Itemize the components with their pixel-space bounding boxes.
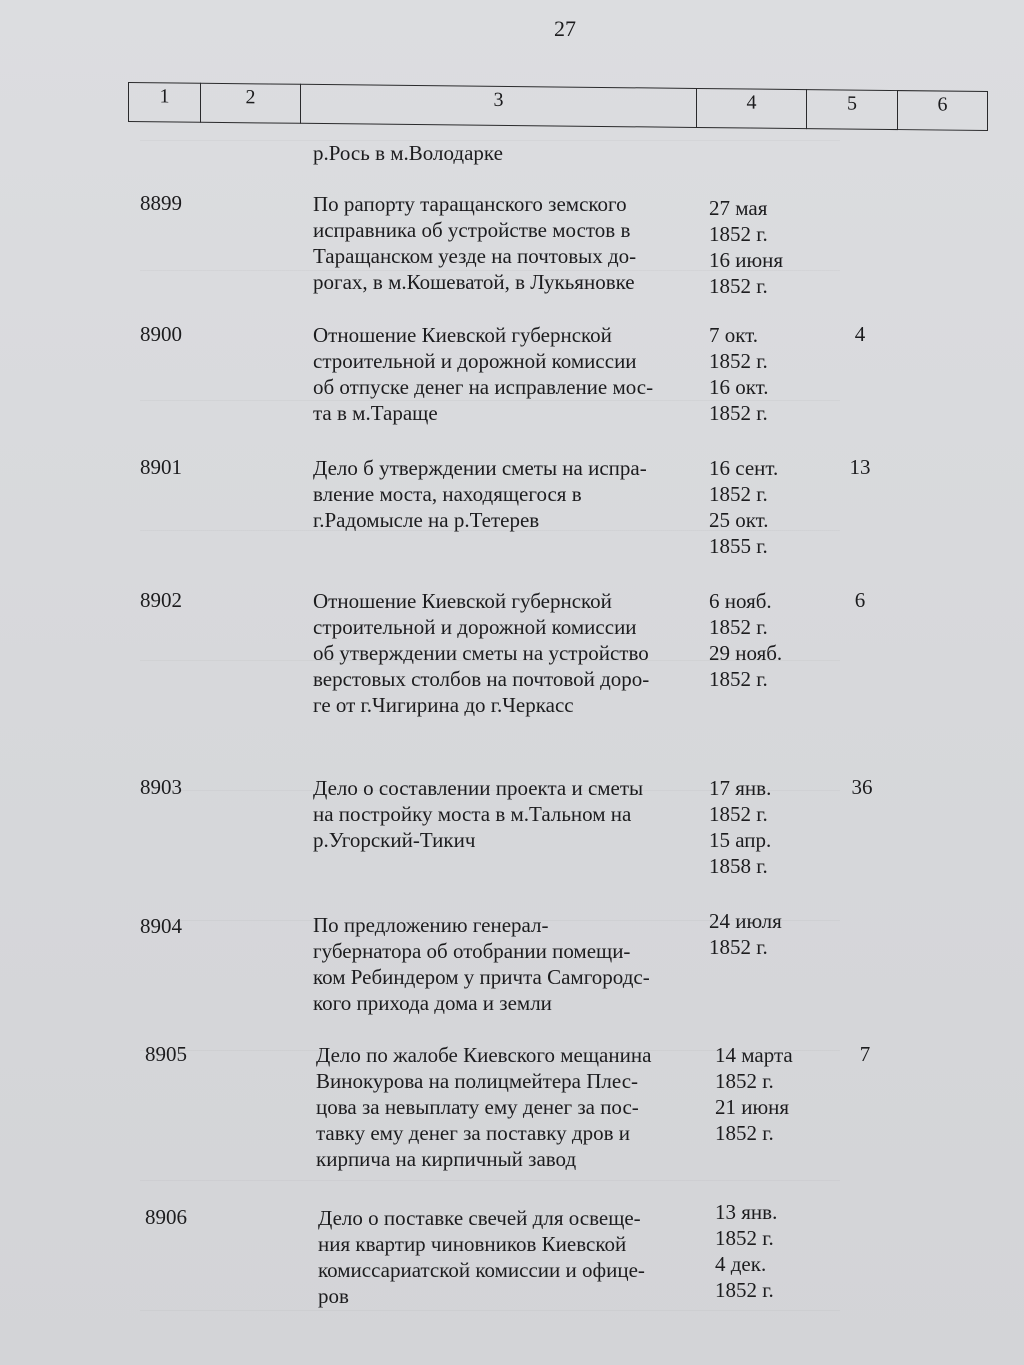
title-line: верстовых столбов на почтовой доро- <box>313 667 650 691</box>
date-line: 21 июня <box>715 1095 790 1119</box>
date-line: 1852 г. <box>709 222 768 246</box>
title-line: исправника об устройстве мостов в <box>313 218 631 242</box>
date-line: 1855 г. <box>709 534 768 558</box>
entry-dates <box>715 1199 825 1303</box>
entry-title <box>313 912 693 1016</box>
title-line: ге от г.Чигирина до г.Черкасс <box>313 693 574 717</box>
date-line: 1852 г. <box>715 1278 774 1302</box>
date-line: 1852 г. <box>709 482 768 506</box>
entry-number: 8906 <box>145 1205 187 1229</box>
entry-dates <box>709 775 819 879</box>
entry-number: 8905 <box>145 1042 187 1066</box>
date-line: 1852 г. <box>715 1226 774 1250</box>
entry-number: 8899 <box>140 191 182 215</box>
title-line: р.Угорский-Тикич <box>313 828 476 852</box>
column-header-1: 1 <box>128 82 201 123</box>
title-line: строительной и дорожной комиссии <box>313 349 637 373</box>
entry-number: 8903 <box>140 775 182 799</box>
column-header-2: 2 <box>200 83 301 124</box>
entry-number: 8904 <box>140 914 182 938</box>
date-line: 1852 г. <box>715 1121 774 1145</box>
entry-dates <box>709 195 819 299</box>
entry-title <box>316 1042 696 1172</box>
continuation-title <box>313 140 693 166</box>
title-line: строительной и дорожной комиссии <box>313 615 637 639</box>
title-line: Дело б утверждении сметы на испра- <box>313 456 647 480</box>
date-line: 1852 г. <box>709 349 768 373</box>
entry-title <box>313 775 693 853</box>
title-line: Отношение Киевской губернской <box>313 323 612 347</box>
entry-title <box>313 322 693 426</box>
title-line: тавку ему денег за поставку дров и <box>316 1121 630 1145</box>
entry-dates <box>709 588 819 692</box>
entry-dates <box>709 322 819 426</box>
entry-dates <box>709 455 819 559</box>
title-line: Винокурова на полицмейтера Плес- <box>316 1069 639 1093</box>
column-header-row <box>128 82 988 131</box>
entry-dates <box>715 1042 825 1146</box>
date-line: 1858 г. <box>709 854 768 878</box>
date-line: 16 сент. <box>709 456 779 480</box>
date-line: 1852 г. <box>709 615 768 639</box>
title-line: Дело о составлении проекта и сметы <box>313 776 644 800</box>
column-header-3: 3 <box>300 84 697 128</box>
date-line: 13 янв. <box>715 1200 778 1224</box>
entry-number: 8901 <box>140 455 182 479</box>
title-line: г.Радомысле на р.Тетерев <box>313 508 540 532</box>
page-number: 27 <box>554 16 576 41</box>
title-line: Дело о поставке свечей для освеще- <box>318 1206 641 1230</box>
title-line: губернатора об отобрании помещи- <box>313 939 631 963</box>
entry-sheets: 36 <box>851 775 873 799</box>
title-line: ния квартир чиновников Киевской <box>318 1232 627 1256</box>
date-line: 25 окт. <box>709 508 769 532</box>
entry-number: 8900 <box>140 322 182 346</box>
title-line: комиссариатской комиссии и офице- <box>318 1258 645 1282</box>
date-line: 27 мая <box>709 196 768 220</box>
title-line: вление моста, находящегося в <box>313 482 582 506</box>
date-line: 1852 г. <box>709 274 768 298</box>
entry-sheets: 6 <box>854 588 866 612</box>
date-line: 7 окт. <box>709 323 759 347</box>
title-line: об отпуске денег на исправление мос- <box>313 375 654 399</box>
title-line: кого прихода дома и земли <box>313 991 552 1015</box>
title-line: та в м.Тараще <box>313 401 438 425</box>
title-line: цова за невыплату ему денег за пос- <box>316 1095 639 1119</box>
date-line: 1852 г. <box>715 1069 774 1093</box>
date-line: 4 дек. <box>715 1252 767 1276</box>
date-line: 15 апр. <box>709 828 772 852</box>
title-line: об утверждении сметы на устройство <box>313 641 649 665</box>
title-line: ров <box>318 1284 349 1308</box>
title-line: кирпича на кирпичный завод <box>316 1147 577 1171</box>
date-line: 29 нояб. <box>709 641 783 665</box>
date-line: 6 нояб. <box>709 589 772 613</box>
date-line: 16 июня <box>709 248 784 272</box>
title-line: рогах, в м.Кошеватой, в Лукьяновке <box>313 270 635 294</box>
title-line: на постройку моста в м.Тальном на <box>313 802 632 826</box>
date-line: 1852 г. <box>709 802 768 826</box>
entry-title <box>313 191 693 295</box>
entry-dates <box>709 908 819 960</box>
date-line: 1852 г. <box>709 935 768 959</box>
date-line: 16 окт. <box>709 375 769 399</box>
column-header-4: 4 <box>696 88 807 129</box>
date-line: 17 янв. <box>709 776 772 800</box>
column-header-5: 5 <box>806 89 898 130</box>
continuation-text: р.Рось в м.Володарке <box>313 141 503 165</box>
entry-title <box>313 588 693 718</box>
title-line: По рапорту таращанского земского <box>313 192 627 216</box>
date-line: 24 июля <box>709 909 782 933</box>
column-header-6: 6 <box>897 90 988 131</box>
date-line: 1852 г. <box>709 667 768 691</box>
title-line: По предложению генерал- <box>313 913 549 937</box>
entry-title <box>318 1205 698 1309</box>
entry-title <box>313 455 693 533</box>
date-line: 14 марта <box>715 1043 793 1067</box>
title-line: Отношение Киевской губернской <box>313 589 612 613</box>
title-line: Дело по жалобе Киевского мещанина <box>316 1043 652 1067</box>
entry-sheets: 4 <box>854 322 866 346</box>
title-line: ком Ребиндером у причта Самгородс- <box>313 965 650 989</box>
entry-sheets: 13 <box>849 455 871 479</box>
date-line: 1852 г. <box>709 401 768 425</box>
entry-sheets: 7 <box>859 1042 871 1066</box>
entry-number: 8902 <box>140 588 182 612</box>
title-line: Таращанском уезде на почтовых до- <box>313 244 637 268</box>
